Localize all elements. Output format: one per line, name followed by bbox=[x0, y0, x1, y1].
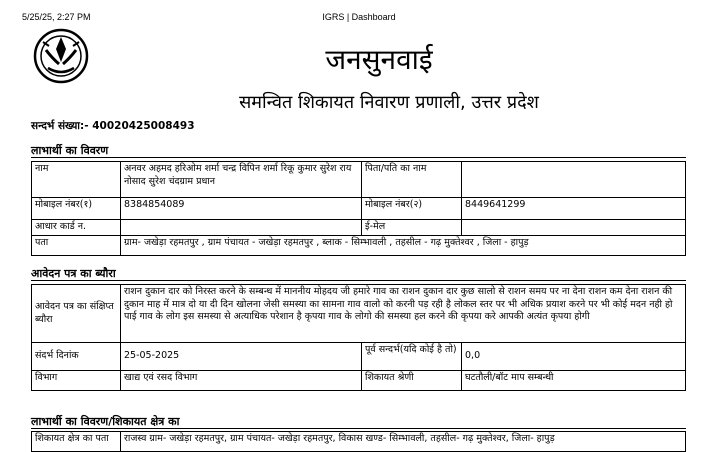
table-row bbox=[32, 343, 686, 371]
section-divider bbox=[31, 280, 686, 281]
application-table bbox=[31, 284, 686, 391]
section-heading-beneficiary: लाभार्थी का विवरण bbox=[31, 144, 109, 157]
complaint-area-table bbox=[31, 431, 686, 452]
complaint-category-label: शिकायत श्रेणी bbox=[362, 371, 462, 391]
complaint-category-value: घटतौली/बॉट माप सम्बन्धी bbox=[462, 371, 686, 391]
complaint-location-label: शिकायत क्षेत्र का पता bbox=[32, 432, 121, 452]
aadhar-value bbox=[121, 220, 362, 236]
table-row bbox=[32, 285, 686, 343]
page-tab-title: IGRS | Dashboard bbox=[322, 12, 396, 22]
beneficiary-table bbox=[31, 161, 686, 256]
father-name-value bbox=[462, 162, 686, 198]
table-row bbox=[32, 371, 686, 391]
mobile1-value: 8384854089 bbox=[121, 198, 362, 220]
page-subtitle: समन्वित शिकायत निवारण प्रणाली, उत्तर प्रदेश bbox=[239, 92, 539, 113]
page-title: जनसुनवाई bbox=[325, 43, 433, 76]
reference-label: सन्दर्भ संख्या:- bbox=[31, 120, 89, 132]
section-divider bbox=[31, 157, 686, 158]
section-heading-complaint-area: लाभार्थी का विवरण/शिकायत क्षेत्र का bbox=[31, 415, 180, 428]
name-label: नाम bbox=[32, 162, 121, 198]
address-label: पता bbox=[32, 236, 121, 256]
reference-value: 40020425008493 bbox=[92, 120, 195, 132]
print-datetime: 5/25/25, 2:27 PM bbox=[22, 12, 91, 22]
complaint-location-value: राजस्व ग्राम- जखेड़ा रहमतपुर, ग्राम पंचायत- जखेड़ा रहमतपुर, विकास खण्ड- सिम्भावली, तहसील- गढ़ मुक्तेश्वर, जिला- हापुड़ bbox=[121, 432, 686, 452]
reference-number bbox=[31, 119, 195, 133]
mobile2-value: 8449641299 bbox=[462, 198, 686, 220]
table-row bbox=[32, 162, 686, 198]
name-value: अनवर अहमद हरिओम शर्मा चन्द्र विपिन शर्मा रिकू कुमार सुरेश राय नोसाद सुरेश चंदग्राम प्रधान bbox=[121, 162, 362, 198]
date-label: संदर्भ दिनांक bbox=[32, 343, 121, 371]
section-heading-application: आवेदन पत्र का ब्यौरा bbox=[31, 267, 116, 280]
department-label: विभाग bbox=[32, 371, 121, 391]
mobile2-label: मोबाइल नंबर(२) bbox=[362, 198, 462, 220]
previous-reference-value: 0,0 bbox=[462, 343, 686, 371]
email-label: ई-मेल bbox=[362, 220, 462, 236]
aadhar-label: आधार कार्ड न. bbox=[32, 220, 121, 236]
summary-value: राशन दुकान दार को निरस्त करने के सम्बन्ध में माननीय मोहदय जी हमारे गाव का राशन दुकान दार कुछ सालो से राशन समय पर ना देना राशन कम देना राशन की दुकान माह में मात्र दो या दी दिन खोलना जेसी समस्या का सामना गाव वालो को करनी पड़ रही है लोकल स्तर पर भी अधिक प्रयाश करने पर भी कोई मदन नही हो पाई गाव के लोग इस समस्या से अत्याधिक परेशान है कृपया गाव के लोगो की समस्या हल करने की कृपया करे आपकी अत्यंत कृपया होगी bbox=[121, 285, 686, 343]
previous-reference-label: पूर्व सन्दर्भ(यदि कोई है तो) bbox=[362, 343, 462, 371]
table-row bbox=[32, 198, 686, 220]
table-row bbox=[32, 432, 686, 452]
department-value: खाद्य एवं रसद विभाग bbox=[121, 371, 362, 391]
email-value bbox=[462, 220, 686, 236]
table-row bbox=[32, 220, 686, 236]
table-row bbox=[32, 236, 686, 256]
section-divider bbox=[31, 428, 686, 429]
summary-label: आवेदन पत्र का संक्षिप्त ब्यौरा bbox=[32, 285, 121, 343]
mobile1-label: मोबाइल नंबर(१) bbox=[32, 198, 121, 220]
date-value: 25-05-2025 bbox=[121, 343, 362, 371]
address-value: ग्राम- जखेड़ा रहमतपुर , ग्राम पंचायत - जखेड़ा रहमतपुर , ब्लाक - सिम्भावली , तहसील - गढ़ मुक्तेश्वर , जिला - हापुड़ bbox=[121, 236, 686, 256]
father-name-label: पिता/पति का नाम bbox=[362, 162, 462, 198]
